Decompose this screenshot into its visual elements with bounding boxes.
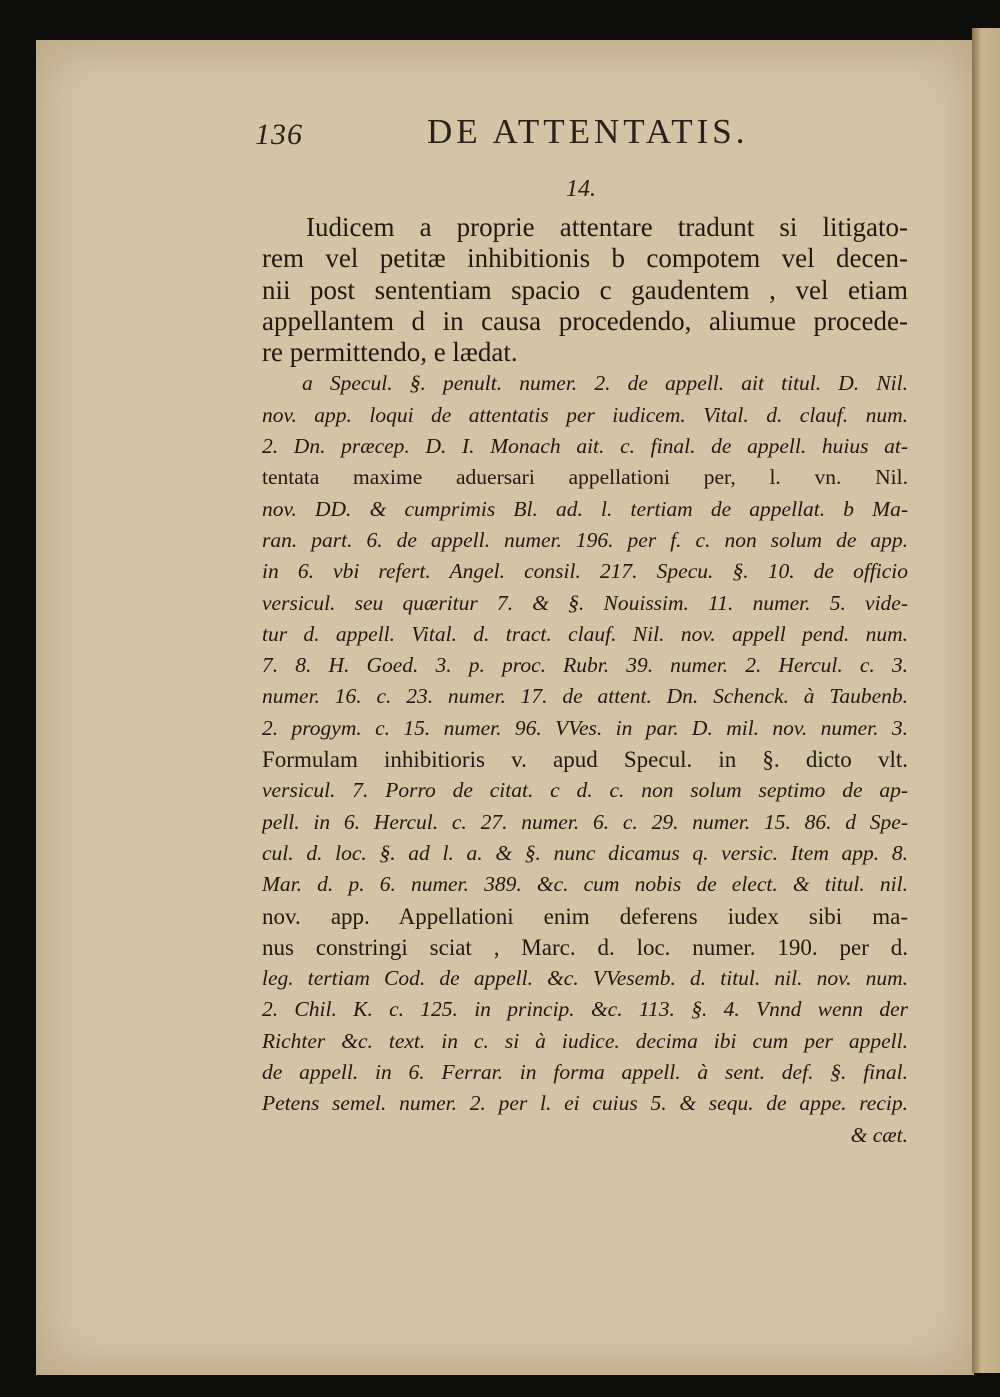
footnote-line: 2. progym. c. 15. numer. 96. VVes. in par. D. mil. nov. numer. 3. — [262, 715, 908, 740]
footnote-line: in 6. vbi refert. Angel. consil. 217. Specu. §. 10. de officio — [262, 559, 908, 584]
footnote-line: de appell. in 6. Ferrar. in forma appell. à sent. def. §. final. — [262, 1060, 908, 1085]
footnote-line: numer. 16. c. 23. numer. 17. de attent. Dn. Schenck. à Taubenb. — [262, 684, 908, 709]
footnote-line: pell. in 6. Hercul. c. 27. numer. 6. c. 29. numer. 15. 86. d Spe- — [262, 809, 908, 834]
footnote-line: a Specul. §. penult. numer. 2. de appell. ait titul. D. Nil. — [302, 371, 908, 396]
footnote-line: nov. app. loqui de attentatis per iudicem. Vital. d. clauf. num. — [262, 402, 908, 427]
footnote-line: cul. d. loc. §. ad l. a. & §. nunc dicamus q. versic. Item app. 8. — [262, 840, 908, 865]
main-line: rem vel petitæ inhibitionis b compotem vel decen- — [262, 243, 908, 274]
main-line: appellantem d in causa procedendo, aliumue procede- — [262, 305, 908, 336]
running-title: DE ATTENTATIS. — [427, 112, 749, 151]
next-page-edge — [972, 28, 1000, 1373]
footnote-line: nus constringi sciat , Marc. d. loc. numer. 190. per d. — [262, 934, 908, 960]
main-line: nii post sententiam spacio c gaudentem , vel etiam — [262, 274, 908, 305]
page-number: 136 — [255, 118, 303, 151]
footnote-line: Formulam inhibitioris v. apud Specul. in §. dicto vlt. — [262, 747, 908, 773]
footnote-line: 2. Dn. præcep. D. I. Monach ait. c. final. de appell. huius at- — [262, 434, 908, 459]
footnote-line: tentata maxime aduersari appellationi per, l. vn. Nil. — [262, 465, 908, 490]
footnote-line: versicul. 7. Porro de citat. c d. c. non solum septimo de ap- — [262, 778, 908, 803]
footnote-line: Richter &c. text. in c. si à iudice. decima ibi cum per appell. — [262, 1028, 908, 1053]
footnote-line: Petens semel. numer. 2. per l. ei cuius 5. & sequ. de appe. recip. — [262, 1091, 908, 1116]
page-header — [255, 108, 955, 158]
footnote-line: ran. part. 6. de appell. numer. 196. per f. c. non solum de app. — [262, 527, 908, 552]
body-text — [262, 212, 908, 1151]
footnote-line: versicul. seu quæritur 7. & §. Nouissim. 11. numer. 5. vide- — [262, 590, 908, 615]
section-number: 14. — [566, 176, 596, 202]
footnote-line: tur d. appell. Vital. d. tract. clauf. Nil. nov. appell pend. num. — [262, 621, 908, 646]
footnote-line: & cæt. — [850, 1122, 908, 1147]
footnote-line: nov. app. Appellationi enim deferens iudex sibi ma- — [262, 903, 908, 929]
footnote-line: 7. 8. H. Goed. 3. p. proc. Rubr. 39. numer. 2. Hercul. c. 3. — [262, 653, 908, 678]
footnote-line: nov. DD. & cumprimis Bl. ad. l. tertiam de appellat. b Ma- — [262, 496, 908, 521]
main-line: re permittendo, e lædat. — [262, 337, 518, 368]
main-line: Iudicem a proprie attentare tradunt si litigato- — [306, 212, 908, 242]
footnote-line: 2. Chil. K. c. 125. in princip. &c. 113. §. 4. Vnnd wenn der — [262, 997, 908, 1022]
footnote-line: leg. tertiam Cod. de appell. &c. VVesemb. d. titul. nil. nov. num. — [262, 966, 908, 991]
footnote-line: Mar. d. p. 6. numer. 389. &c. cum nobis de elect. & titul. nil. — [262, 872, 908, 897]
